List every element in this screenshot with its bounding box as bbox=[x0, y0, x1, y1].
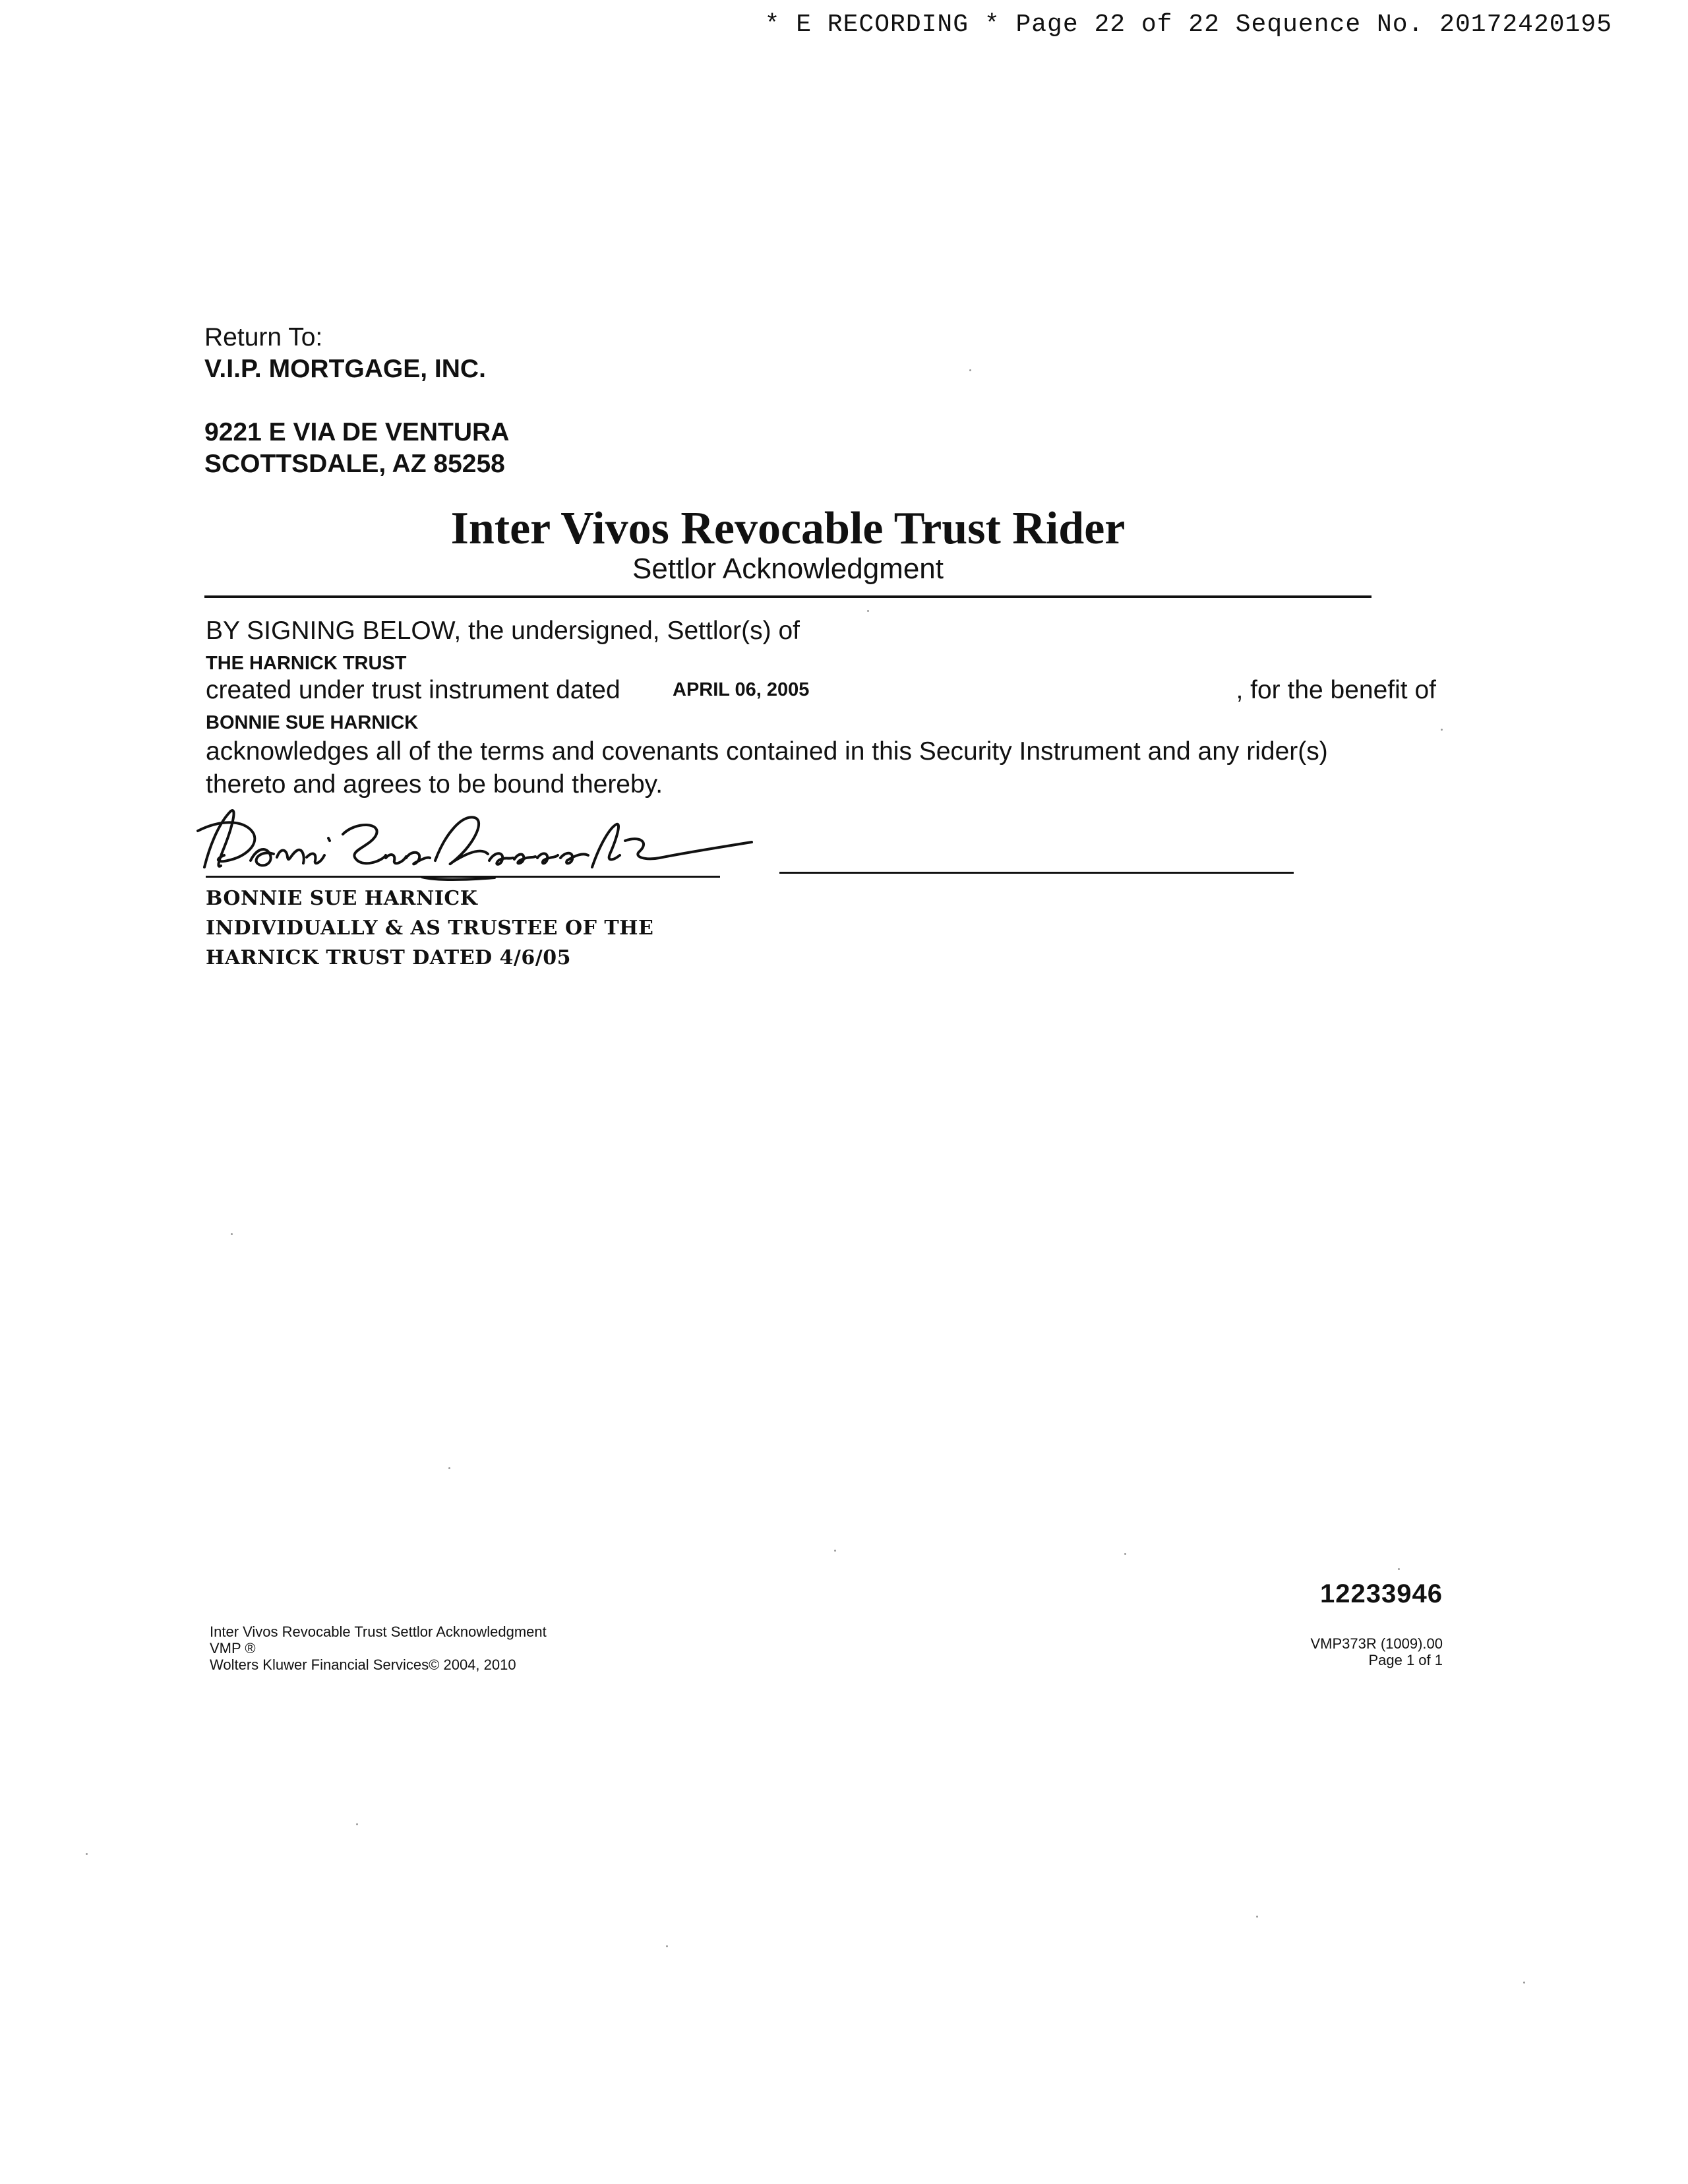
scan-speck bbox=[448, 1467, 450, 1469]
footer-vmp: VMP ® bbox=[210, 1640, 256, 1656]
scan-speck bbox=[666, 1945, 668, 1947]
bound-thereby-text: thereto and agrees to be bound thereby. bbox=[206, 770, 663, 799]
footer-form-info bbox=[210, 1623, 547, 1673]
signer-block bbox=[206, 884, 653, 973]
created-statement: created under trust instrument dated bbox=[206, 676, 620, 704]
footer-page-number: Page 1 of 1 bbox=[1368, 1652, 1443, 1668]
scan-speck bbox=[1441, 729, 1443, 731]
scan-speck bbox=[1124, 1553, 1126, 1555]
signature-line-blank bbox=[779, 872, 1294, 874]
footer-form-title: Inter Vivos Revocable Trust Settlor Acknowledgment bbox=[210, 1623, 547, 1640]
scan-speck bbox=[867, 610, 869, 612]
scan-speck bbox=[231, 1233, 233, 1235]
return-to-address-line2: SCOTTSDALE, AZ 85258 bbox=[204, 450, 505, 478]
handwritten-signature bbox=[185, 795, 778, 887]
footer-copyright: Wolters Kluwer Financial Services© 2004, 2010 bbox=[210, 1656, 516, 1673]
signing-statement: BY SIGNING BELOW, the undersigned, Settlor(s) of bbox=[206, 617, 800, 645]
scan-speck bbox=[834, 1550, 836, 1552]
return-to-block bbox=[204, 322, 509, 480]
scan-speck bbox=[1523, 1982, 1525, 1984]
scan-speck bbox=[1256, 1916, 1258, 1918]
return-to-label: Return To: bbox=[204, 323, 323, 351]
recording-header: * E RECORDING * Page 22 of 22 Sequence No. 20172420195 bbox=[764, 11, 1612, 39]
title-divider bbox=[204, 595, 1372, 598]
scan-speck bbox=[86, 1853, 88, 1855]
trust-date: APRIL 06, 2005 bbox=[673, 679, 810, 700]
scan-speck bbox=[1398, 1568, 1400, 1570]
trust-name: THE HARNICK TRUST bbox=[206, 653, 407, 674]
beneficiary-name: BONNIE SUE HARNICK bbox=[206, 712, 419, 733]
return-to-company: V.I.P. MORTGAGE, INC. bbox=[204, 355, 486, 383]
signature-line-borrower bbox=[206, 876, 720, 878]
scan-speck bbox=[969, 369, 971, 371]
acknowledgment-text: acknowledges all of the terms and covenants contained in this Security Instrument and any rider(s) bbox=[206, 737, 1328, 766]
document-title: Inter Vivos Revocable Trust Rider bbox=[450, 503, 1126, 554]
footer-form-code: VMP373R (1009).00 bbox=[1310, 1635, 1443, 1652]
signer-capacity-line1: INDIVIDUALLY & AS TRUSTEE OF THE bbox=[206, 917, 654, 940]
return-to-address-line1: 9221 E VIA DE VENTURA bbox=[204, 418, 510, 446]
signer-capacity-line2: HARNICK TRUST DATED 4/6/05 bbox=[206, 946, 571, 969]
benefit-of-text: , for the benefit of bbox=[1236, 676, 1436, 704]
document-subtitle: Settlor Acknowledgment bbox=[632, 553, 944, 585]
loan-number: 12233946 bbox=[1320, 1579, 1443, 1608]
footer-page-info bbox=[1310, 1635, 1443, 1668]
scan-speck bbox=[356, 1823, 358, 1825]
signer-name: BONNIE SUE HARNICK bbox=[206, 887, 478, 910]
